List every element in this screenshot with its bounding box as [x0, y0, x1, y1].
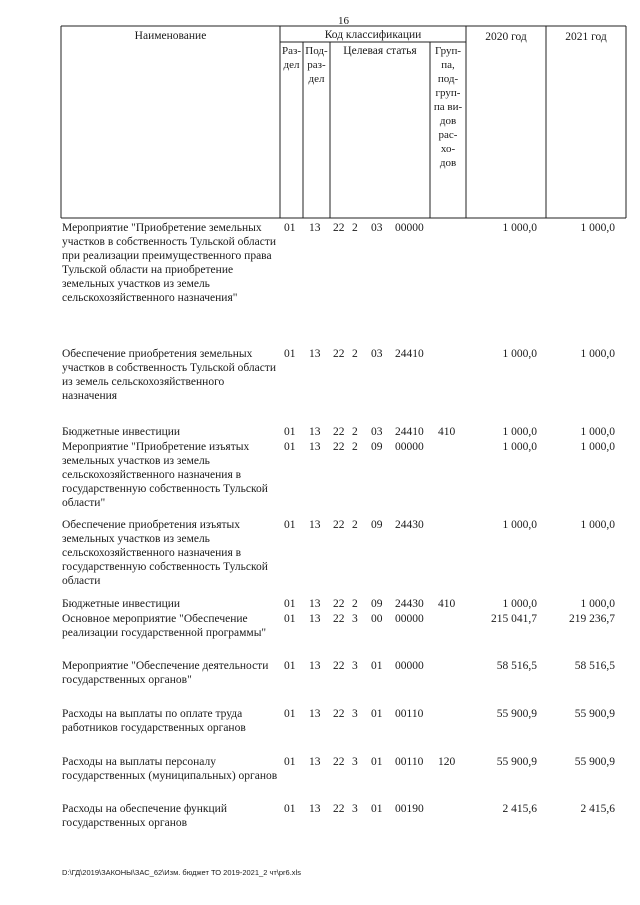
row-amount-2020: 1 000,0: [502, 441, 537, 453]
row-subprogram: 3: [352, 756, 358, 768]
row-podrazdel: 13: [309, 441, 321, 453]
row-program: 22: [333, 222, 345, 234]
header-podrazdel: Под- раз- дел: [305, 45, 328, 85]
row-name: Мероприятие "Обеспечение деятельности государственных органов": [62, 660, 269, 686]
row-amount-2021: 2 415,6: [580, 803, 615, 815]
row-podrazdel: 13: [309, 660, 321, 672]
row-amount-2020: 1 000,0: [502, 222, 537, 234]
row-razdel: 01: [284, 708, 296, 720]
row-direction: 00000: [395, 660, 424, 672]
row-direction: 00190: [395, 803, 424, 815]
row-direction: 00000: [395, 613, 424, 625]
row-main-activity: 01: [371, 756, 383, 768]
row-name: Бюджетные инвестиции: [62, 426, 181, 438]
row-direction: 00000: [395, 222, 424, 234]
row-name: Мероприятие "Приобретение земельных участков в собственность Тульской области при реализации преимущественного права Тульской области на приобретение земельных участков из земель сельскохозяйственного назначения": [62, 222, 277, 304]
row-subprogram: 2: [352, 348, 358, 360]
row-amount-2020: 58 516,5: [496, 660, 537, 672]
row-amount-2021: 55 900,9: [574, 708, 615, 720]
header-group: Груп- па, под- груп- па ви- дов рас- хо- дов: [433, 45, 463, 169]
row-program: 22: [333, 348, 345, 360]
row-main-activity: 00: [371, 613, 383, 625]
row-main-activity: 03: [371, 348, 383, 360]
row-subprogram: 2: [352, 222, 358, 234]
row-amount-2021: 1 000,0: [580, 348, 615, 360]
row-direction: 00110: [395, 708, 424, 720]
row-subprogram: 2: [352, 441, 358, 453]
row-amount-2020: 55 900,9: [496, 708, 537, 720]
row-program: 22: [333, 660, 345, 672]
row-direction: 24410: [395, 348, 424, 360]
row-main-activity: 09: [371, 598, 383, 610]
row-razdel: 01: [284, 598, 296, 610]
row-subprogram: 2: [352, 598, 358, 610]
row-podrazdel: 13: [309, 222, 321, 234]
row-amount-2021: 1 000,0: [580, 441, 615, 453]
row-amount-2021: 1 000,0: [580, 222, 615, 234]
row-program: 22: [333, 756, 345, 768]
row-amount-2020: 215 041,7: [491, 613, 537, 625]
row-podrazdel: 13: [309, 598, 321, 610]
row-name: Мероприятие "Приобретение изъятых земельных участков из земель сельскохозяйственного назначения в государственную собственность Тульской области": [62, 441, 268, 509]
row-name: Расходы на обеспечение функций государственных органов: [62, 803, 227, 829]
row-direction: 24430: [395, 598, 424, 610]
row-program: 22: [333, 803, 345, 815]
row-razdel: 01: [284, 519, 296, 531]
row-subprogram: 2: [352, 426, 358, 438]
row-subprogram: 3: [352, 803, 358, 815]
row-subprogram: 3: [352, 708, 358, 720]
header-year-2021: 2021 год: [565, 31, 607, 43]
row-amount-2020: 1 000,0: [502, 519, 537, 531]
row-program: 22: [333, 708, 345, 720]
row-amount-2020: 55 900,9: [496, 756, 537, 768]
row-program: 22: [333, 598, 345, 610]
row-podrazdel: 13: [309, 613, 321, 625]
row-main-activity: 01: [371, 803, 383, 815]
header-name: Наименование: [134, 30, 207, 42]
row-amount-2021: 1 000,0: [580, 598, 615, 610]
row-main-activity: 09: [371, 441, 383, 453]
row-amount-2021: 58 516,5: [574, 660, 615, 672]
row-name: Расходы на выплаты персоналу государственных (муниципальных) органов: [62, 756, 278, 782]
row-direction: 24430: [395, 519, 424, 531]
row-program: 22: [333, 426, 345, 438]
row-razdel: 01: [284, 348, 296, 360]
row-direction: 24410: [395, 426, 424, 438]
row-amount-2021: 55 900,9: [574, 756, 615, 768]
row-podrazdel: 13: [309, 756, 321, 768]
footer-file-path: D:\ГД\2019\ЗАКОНЫ\ЗАС_62\Изм. бюджет ТО 2019-2021_2 чт\pr6.xls: [62, 868, 301, 877]
row-razdel: 01: [284, 756, 296, 768]
row-expense-type: 410: [438, 598, 456, 610]
row-razdel: 01: [284, 222, 296, 234]
row-amount-2020: 1 000,0: [502, 426, 537, 438]
row-name: Расходы на выплаты по оплате труда работников государственных органов: [62, 708, 246, 734]
row-amount-2021: 1 000,0: [580, 519, 615, 531]
row-podrazdel: 13: [309, 348, 321, 360]
row-razdel: 01: [284, 426, 296, 438]
row-amount-2020: 2 415,6: [502, 803, 537, 815]
row-main-activity: 01: [371, 660, 383, 672]
row-name: Основное мероприятие "Обеспечение реализации государственной программы": [62, 613, 267, 639]
header-razdel: Раз- дел: [281, 45, 301, 71]
row-expense-type: 120: [438, 756, 456, 768]
row-program: 22: [333, 519, 345, 531]
row-podrazdel: 13: [309, 708, 321, 720]
row-amount-2020: 1 000,0: [502, 598, 537, 610]
row-direction: 00110: [395, 756, 424, 768]
row-subprogram: 2: [352, 519, 358, 531]
row-subprogram: 3: [352, 613, 358, 625]
row-razdel: 01: [284, 803, 296, 815]
row-name: Обеспечение приобретения изъятых земельных участков из земель сельскохозяйственного назначения в государственную собственность Тульской области: [62, 519, 268, 587]
row-podrazdel: 13: [309, 426, 321, 438]
row-razdel: 01: [284, 660, 296, 672]
row-subprogram: 3: [352, 660, 358, 672]
row-main-activity: 03: [371, 426, 383, 438]
row-program: 22: [333, 613, 345, 625]
row-main-activity: 01: [371, 708, 383, 720]
header-classification: Код классификации: [324, 29, 422, 41]
row-razdel: 01: [284, 441, 296, 453]
row-name: Обеспечение приобретения земельных участков в собственность Тульской области из земель сельскохозяйственного назначения: [62, 348, 277, 402]
row-main-activity: 03: [371, 222, 383, 234]
header-year-2020: 2020 год: [485, 31, 527, 43]
row-razdel: 01: [284, 613, 296, 625]
row-amount-2021: 1 000,0: [580, 426, 615, 438]
row-amount-2020: 1 000,0: [502, 348, 537, 360]
row-main-activity: 09: [371, 519, 383, 531]
row-amount-2021: 219 236,7: [569, 613, 615, 625]
row-name: Бюджетные инвестиции: [62, 598, 181, 610]
row-direction: 00000: [395, 441, 424, 453]
header-target-article: Целевая статья: [343, 45, 417, 57]
page-number: 16: [338, 15, 349, 27]
row-program: 22: [333, 441, 345, 453]
row-podrazdel: 13: [309, 519, 321, 531]
row-expense-type: 410: [438, 426, 456, 438]
row-podrazdel: 13: [309, 803, 321, 815]
